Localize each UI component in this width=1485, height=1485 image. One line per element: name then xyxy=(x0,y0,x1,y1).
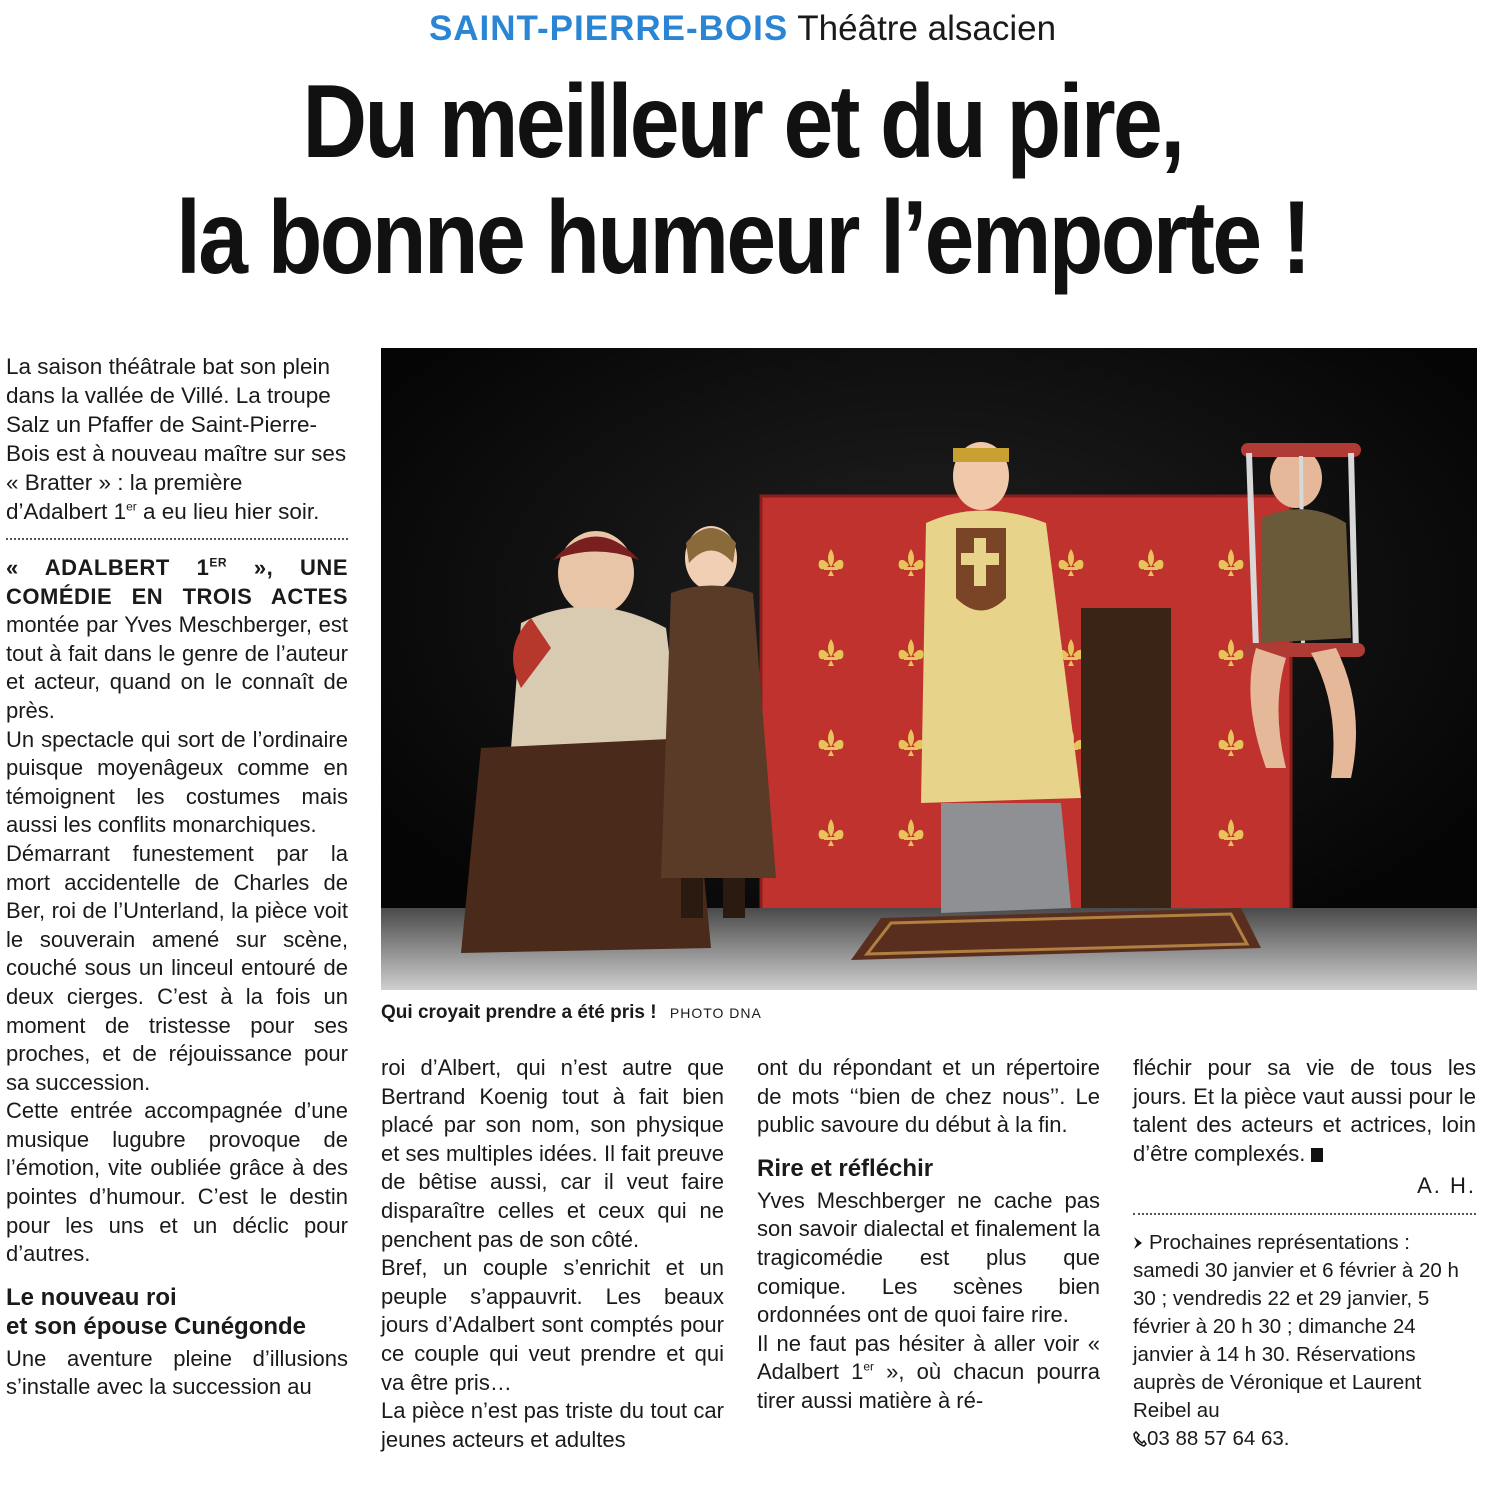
column-1 xyxy=(6,352,348,1402)
dotted-divider xyxy=(6,538,348,540)
info-box xyxy=(1133,1229,1476,1453)
info-title: Prochaines représentations : xyxy=(1149,1230,1410,1254)
dotted-divider xyxy=(1133,1213,1476,1215)
author-signature: A. H. xyxy=(1417,1173,1476,1199)
headline-line-2: la bonne humeur l’emporte ! xyxy=(176,180,1309,296)
paragraph: roi d’Albert, qui n’est autre que Bertrand Koenig tout à fait bien placé par son nom, son physique et ses multiples idées. Il fait preuve de bêtise aussi, car il veut faire disparaître celles et ceux qui ne penchent pas de son côté. xyxy=(381,1055,724,1252)
chevron-right-icon xyxy=(1133,1236,1145,1250)
paragraph: Une aventure pleine d’illusions s’installe avec la succession au xyxy=(6,1345,348,1400)
paragraph: ont du répondant et un répertoire de mots ‘‘bien de chez nous’’. Le public savoure du début à la fin. xyxy=(757,1055,1100,1138)
subheading: Le nouveau roi et son épouse Cunégonde xyxy=(6,1283,307,1340)
info-body: samedi 30 janvier et 6 février à 20 h 30 ; vendredis 22 et 29 janvier, 5 février à 20 h 30 ; dimanche 24 janvier à 14 h 30. Réservations auprès de Véronique et Laurent Reibel au xyxy=(1133,1258,1459,1422)
paragraph: Bref, un couple s’enrichit et un peuple s’appauvrit. Les beaux jours d’Adalbert sont comptés pour ce couple qui veut prendre et qui va être pris… xyxy=(381,1255,724,1395)
paragraph: Il ne faut pas hésiter à aller voir « Adalbert 1er », où chacun pourra tirer aussi matière à ré- xyxy=(757,1330,1100,1413)
stage-photo xyxy=(381,348,1477,990)
column-3 xyxy=(757,1054,1100,1416)
subheading: Rire et réfléchir xyxy=(757,1154,934,1182)
caption-text: Qui croyait prendre a été pris ! xyxy=(381,1002,657,1023)
column-4 xyxy=(1133,1054,1476,1453)
phone-icon xyxy=(1133,1431,1147,1447)
column-2 xyxy=(381,1054,724,1454)
kicker xyxy=(0,8,1485,50)
lead-paragraph: La saison théâtrale bat son plein dans la vallée de Villé. La troupe Salz un Pfaffer de Saint-Pierre-Bois est à nouveau maître sur ses « Bratter » : la première d’Adalbert 1er a eu lieu hier soir. xyxy=(6,354,347,524)
phone-number: 03 88 57 64 63. xyxy=(1147,1426,1290,1450)
paragraph: La pièce n’est pas triste du tout car jeunes acteurs et adultes xyxy=(381,1398,724,1452)
photo-caption xyxy=(381,1001,762,1025)
location-label: SAINT-PIERRE-BOIS xyxy=(428,9,789,48)
paragraph: Démarrant funestement par la mort accidentelle de Charles de Ber, roi de l’Unterland, la pièce voit le souverain amené sur scène, couché sous un linceul entouré de deux cierges. C’est à la fois un moment de tristesse pour ses proches, et de réjouissance pour sa succession. xyxy=(6,840,348,1095)
paragraph: Yves Meschberger ne cache pas son savoir dialectal et finalement la tragicomédie est plus que comique. Les scènes bien ordonnées ont de quoi faire rire. xyxy=(757,1187,1100,1328)
photo-credit: PHOTO DNA xyxy=(669,1005,762,1021)
paragraph: Cette entrée accompagnée d’une musique lugubre provoque de l’émotion, vite oubliée grâce à des pointes d’humour. C’est le destin pour les uns et un déclic pour d’autres. xyxy=(6,1098,348,1267)
end-of-article-mark xyxy=(1311,1148,1323,1162)
rubric-label: Théâtre alsacien xyxy=(797,9,1057,48)
headline-line-1: Du meilleur et du pire, xyxy=(302,64,1183,180)
paragraph: Un spectacle qui sort de l’ordinaire puisque moyenâgeux comme en témoignent les costumes mais aussi les conflits monarchiques. xyxy=(6,726,348,838)
stage-scene-illustration xyxy=(381,348,1477,990)
paragraph: « ADALBERT 1ER », UNE COMÉDIE EN TROIS ACTES montée par Yves Meschberger, est tout à fait dans le genre de l’auteur et acteur, quand on le connaît de près. xyxy=(6,555,348,723)
paragraph: fléchir pour sa vie de tous les jours. Et la pièce vaut aussi pour le talent des acteurs et actrices, loin d’être complexés. xyxy=(1133,1055,1476,1166)
headline xyxy=(104,64,1381,296)
